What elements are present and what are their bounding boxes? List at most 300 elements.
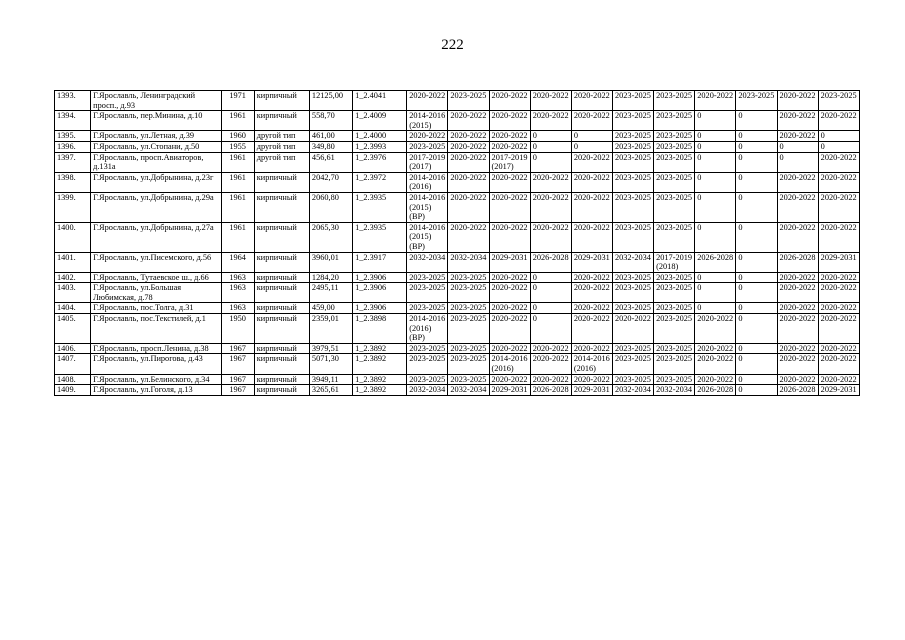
table-row — [55, 172, 860, 192]
repair-period-cell: 2020-2022 — [571, 172, 612, 192]
wall-material-cell: кирпичный — [254, 252, 309, 272]
table-row — [55, 272, 860, 283]
repair-period-cell: 2017-2019 (2017) — [407, 152, 448, 172]
repair-period-cell: 2020-2022 — [695, 354, 736, 374]
repair-period-cell: 2020-2022 — [530, 354, 571, 374]
repair-period-cell: 2020-2022 — [777, 272, 818, 283]
row-number-cell: 1397. — [55, 152, 91, 172]
code-cell: 1_2.4000 — [353, 131, 407, 142]
repair-period-cell: 2020-2022 — [489, 303, 530, 314]
area-cell: 12125,00 — [309, 91, 352, 111]
repair-period-cell: 0 — [530, 272, 571, 283]
address-cell: Г.Ярославль, ул.Пирогова, д.43 — [91, 354, 221, 374]
wall-material-cell: кирпичный — [254, 314, 309, 344]
wall-material-cell: кирпичный — [254, 111, 309, 131]
repair-period-cell: 2014-2016 (2015) (ВР) — [407, 222, 448, 252]
area-cell: 2065,30 — [309, 222, 352, 252]
repair-period-cell: 0 — [736, 303, 777, 314]
table-body — [55, 91, 860, 396]
repair-period-cell: 2023-2025 — [654, 111, 695, 131]
row-number-cell: 1394. — [55, 111, 91, 131]
repair-period-cell: 2023-2025 — [407, 303, 448, 314]
row-number-cell: 1393. — [55, 91, 91, 111]
year-cell: 1961 — [221, 152, 254, 172]
repair-period-cell: 2023-2025 — [612, 374, 653, 385]
area-cell: 461,00 — [309, 131, 352, 142]
area-cell: 2495,11 — [309, 283, 352, 303]
repair-period-cell: 2026-2028 — [530, 252, 571, 272]
area-cell: 2359,01 — [309, 314, 352, 344]
repair-period-cell: 2026-2028 — [777, 385, 818, 396]
repair-period-cell: 2023-2025 — [654, 131, 695, 142]
area-cell: 2060,80 — [309, 192, 352, 222]
repair-period-cell: 0 — [736, 131, 777, 142]
area-cell: 3265,61 — [309, 385, 352, 396]
wall-material-cell: кирпичный — [254, 283, 309, 303]
repair-period-cell: 2020-2022 — [448, 222, 489, 252]
row-number-cell: 1407. — [55, 354, 91, 374]
repair-period-cell: 2023-2025 — [654, 152, 695, 172]
address-cell: Г.Ярославль, ул.Гоголя, д.13 — [91, 385, 221, 396]
repair-period-cell: 2017-2019 (2018) — [654, 252, 695, 272]
repair-period-cell: 2020-2022 — [571, 374, 612, 385]
table-row — [55, 141, 860, 152]
code-cell: 1_2.3935 — [353, 222, 407, 252]
repair-period-cell: 2023-2025 — [407, 283, 448, 303]
repair-period-cell: 2020-2022 — [777, 172, 818, 192]
repair-period-cell: 2020-2022 — [777, 374, 818, 385]
repair-period-cell: 0 — [736, 141, 777, 152]
repair-period-cell: 2020-2022 — [489, 283, 530, 303]
repair-period-cell: 2020-2022 — [777, 131, 818, 142]
repair-period-cell: 0 — [695, 222, 736, 252]
repair-period-cell: 2023-2025 — [654, 314, 695, 344]
address-cell: Г.Ярославль, ул.Большая Любимская, д.78 — [91, 283, 221, 303]
repair-period-cell: 2020-2022 — [695, 314, 736, 344]
repair-period-cell: 2020-2022 — [571, 152, 612, 172]
year-cell: 1950 — [221, 314, 254, 344]
year-cell: 1971 — [221, 91, 254, 111]
area-cell: 349,80 — [309, 141, 352, 152]
repair-period-cell: 0 — [530, 283, 571, 303]
repair-period-cell: 2020-2022 — [571, 192, 612, 222]
repair-period-cell: 2026-2028 — [777, 252, 818, 272]
repair-period-cell: 2014-2016 (2016) — [489, 354, 530, 374]
table-row — [55, 343, 860, 354]
address-cell: Г.Ярославль, просп.Ленина, д.38 — [91, 343, 221, 354]
address-cell: Г.Ярославль, просп.Авиаторов, д.131а — [91, 152, 221, 172]
code-cell: 1_2.3917 — [353, 252, 407, 272]
repair-period-cell: 2023-2025 — [654, 354, 695, 374]
repair-period-cell: 2023-2025 — [654, 374, 695, 385]
repair-period-cell: 2020-2022 — [448, 192, 489, 222]
address-cell: Г.Ярославль, ул.Добрынина, д.27а — [91, 222, 221, 252]
repair-period-cell: 0 — [736, 192, 777, 222]
repair-period-cell: 0 — [530, 131, 571, 142]
repair-period-cell: 2020-2022 — [407, 91, 448, 111]
repair-period-cell: 2020-2022 — [489, 222, 530, 252]
repair-period-cell: 0 — [736, 314, 777, 344]
row-number-cell: 1408. — [55, 374, 91, 385]
repair-period-cell: 2023-2025 — [612, 192, 653, 222]
repair-period-cell: 2020-2022 — [695, 374, 736, 385]
repair-period-cell: 2014-2016 (2015) (ВР) — [407, 192, 448, 222]
wall-material-cell: кирпичный — [254, 91, 309, 111]
wall-material-cell: кирпичный — [254, 172, 309, 192]
repair-period-cell: 2020-2022 — [407, 131, 448, 142]
year-cell: 1967 — [221, 354, 254, 374]
repair-period-cell: 2020-2022 — [489, 131, 530, 142]
repair-period-cell: 2020-2022 — [489, 374, 530, 385]
wall-material-cell: другой тип — [254, 141, 309, 152]
repair-period-cell: 2023-2025 — [448, 374, 489, 385]
repair-period-cell: 2029-2031 — [571, 385, 612, 396]
repair-period-cell: 2020-2022 — [818, 314, 859, 344]
repair-period-cell: 2020-2022 — [448, 172, 489, 192]
address-cell: Г.Ярославль, ул.Писемского, д.56 — [91, 252, 221, 272]
repair-period-cell: 2020-2022 — [818, 222, 859, 252]
repair-period-cell: 2020-2022 — [818, 354, 859, 374]
row-number-cell: 1398. — [55, 172, 91, 192]
repair-period-cell: 2023-2025 — [612, 111, 653, 131]
year-cell: 1955 — [221, 141, 254, 152]
repair-period-cell: 0 — [777, 152, 818, 172]
table-row — [55, 283, 860, 303]
repair-period-cell: 0 — [695, 172, 736, 192]
repair-period-cell: 2020-2022 — [530, 111, 571, 131]
table-row — [55, 374, 860, 385]
area-cell: 558,70 — [309, 111, 352, 131]
repair-period-cell: 2020-2022 — [489, 343, 530, 354]
repair-period-cell: 0 — [736, 172, 777, 192]
row-number-cell: 1403. — [55, 283, 91, 303]
repair-period-cell: 2023-2025 — [448, 91, 489, 111]
repair-period-cell: 2014-2016 (2015) — [407, 111, 448, 131]
repair-period-cell: 0 — [736, 374, 777, 385]
repair-period-cell: 2020-2022 — [818, 272, 859, 283]
repair-period-cell: 2020-2022 — [612, 314, 653, 344]
repair-period-cell: 2020-2022 — [695, 343, 736, 354]
year-cell: 1963 — [221, 283, 254, 303]
repair-period-cell: 0 — [530, 152, 571, 172]
table-row — [55, 111, 860, 131]
table-row — [55, 222, 860, 252]
repair-period-cell: 2023-2025 — [612, 152, 653, 172]
address-cell: Г.Ярославль, пос.Текстилей, д.1 — [91, 314, 221, 344]
repair-period-cell: 2026-2028 — [695, 385, 736, 396]
repair-period-cell: 2020-2022 — [489, 141, 530, 152]
repair-period-cell: 2029-2031 — [489, 252, 530, 272]
area-cell: 459,00 — [309, 303, 352, 314]
repair-period-cell: 0 — [695, 192, 736, 222]
repair-period-cell: 2017-2019 (2017) — [489, 152, 530, 172]
repair-period-cell: 2020-2022 — [571, 222, 612, 252]
repair-period-cell: 2029-2031 — [571, 252, 612, 272]
repair-period-cell: 2020-2022 — [818, 172, 859, 192]
repair-period-cell: 2020-2022 — [448, 111, 489, 131]
repair-period-cell: 2032-2034 — [612, 252, 653, 272]
code-cell: 1_2.3906 — [353, 283, 407, 303]
year-cell: 1964 — [221, 252, 254, 272]
repair-period-cell: 2023-2025 — [448, 354, 489, 374]
repair-period-cell: 2020-2022 — [571, 111, 612, 131]
repair-period-cell: 2023-2025 — [612, 222, 653, 252]
repair-period-cell: 2020-2022 — [530, 222, 571, 252]
repair-period-cell: 2020-2022 — [489, 272, 530, 283]
area-cell: 3979,51 — [309, 343, 352, 354]
repair-period-cell: 2023-2025 — [612, 272, 653, 283]
table-row — [55, 252, 860, 272]
repair-period-cell: 0 — [777, 141, 818, 152]
wall-material-cell: кирпичный — [254, 272, 309, 283]
repair-period-cell: 2023-2025 — [612, 283, 653, 303]
repair-period-cell: 2020-2022 — [489, 314, 530, 344]
repair-period-cell: 2023-2025 — [612, 91, 653, 111]
row-number-cell: 1401. — [55, 252, 91, 272]
repair-period-cell: 2020-2022 — [571, 303, 612, 314]
repair-period-cell: 2014-2016 (2016) (ВР) — [407, 314, 448, 344]
repair-period-cell: 0 — [736, 385, 777, 396]
repair-period-cell: 2032-2034 — [407, 385, 448, 396]
address-cell: Г.Ярославль, ул.Стопани, д.50 — [91, 141, 221, 152]
repair-period-cell: 0 — [736, 222, 777, 252]
year-cell: 1961 — [221, 192, 254, 222]
repair-period-cell: 2023-2025 — [612, 141, 653, 152]
year-cell: 1967 — [221, 385, 254, 396]
repair-period-cell: 2023-2025 — [448, 272, 489, 283]
table-row — [55, 91, 860, 111]
address-cell: Г.Ярославль, ул.Добрынина, д.23г — [91, 172, 221, 192]
repair-period-cell: 2020-2022 — [530, 343, 571, 354]
repair-period-cell: 2020-2022 — [777, 354, 818, 374]
wall-material-cell: кирпичный — [254, 303, 309, 314]
wall-material-cell: кирпичный — [254, 222, 309, 252]
repair-period-cell: 2020-2022 — [530, 172, 571, 192]
year-cell: 1961 — [221, 172, 254, 192]
repair-period-cell: 2023-2025 — [612, 343, 653, 354]
code-cell: 1_2.3935 — [353, 192, 407, 222]
repair-period-cell: 2020-2022 — [818, 192, 859, 222]
address-cell: Г.Ярославль, ул.Белинского, д.34 — [91, 374, 221, 385]
page-number: 222 — [441, 37, 464, 53]
code-cell: 1_2.3972 — [353, 172, 407, 192]
row-number-cell: 1406. — [55, 343, 91, 354]
table-row — [55, 385, 860, 396]
table-row — [55, 152, 860, 172]
repair-period-cell: 0 — [695, 141, 736, 152]
table-row — [55, 303, 860, 314]
repair-period-cell: 2020-2022 — [777, 111, 818, 131]
repair-period-cell: 2020-2022 — [448, 131, 489, 142]
repair-period-cell: 2020-2022 — [571, 343, 612, 354]
repair-period-cell: 2023-2025 — [612, 172, 653, 192]
code-cell: 1_2.4041 — [353, 91, 407, 111]
repair-period-cell: 2032-2034 — [448, 385, 489, 396]
repair-period-cell: 2023-2025 — [654, 192, 695, 222]
code-cell: 1_2.3892 — [353, 374, 407, 385]
repair-period-cell: 2020-2022 — [489, 91, 530, 111]
repair-period-cell: 2020-2022 — [777, 91, 818, 111]
repair-period-cell: 2032-2034 — [654, 385, 695, 396]
year-cell: 1963 — [221, 272, 254, 283]
repair-period-cell: 2023-2025 — [818, 91, 859, 111]
repair-period-cell: 0 — [571, 131, 612, 142]
repair-period-cell: 2020-2022 — [571, 272, 612, 283]
repair-period-cell: 0 — [818, 131, 859, 142]
repair-period-cell: 0 — [736, 152, 777, 172]
wall-material-cell: кирпичный — [254, 343, 309, 354]
row-number-cell: 1400. — [55, 222, 91, 252]
repair-period-cell: 2029-2031 — [818, 252, 859, 272]
repair-period-cell: 2020-2022 — [530, 192, 571, 222]
repair-period-cell: 0 — [736, 272, 777, 283]
area-cell: 2042,70 — [309, 172, 352, 192]
repair-period-cell: 2023-2025 — [654, 222, 695, 252]
repair-period-cell: 2023-2025 — [448, 303, 489, 314]
repair-period-cell: 2023-2025 — [612, 354, 653, 374]
repair-period-cell: 2020-2022 — [818, 343, 859, 354]
repair-period-cell: 2020-2022 — [571, 283, 612, 303]
repair-period-cell: 2023-2025 — [654, 303, 695, 314]
repair-period-cell: 2020-2022 — [818, 283, 859, 303]
repair-period-cell: 2023-2025 — [407, 343, 448, 354]
repair-period-cell: 0 — [736, 283, 777, 303]
repair-period-cell: 2020-2022 — [489, 192, 530, 222]
area-cell: 456,61 — [309, 152, 352, 172]
repair-period-cell: 2020-2022 — [530, 374, 571, 385]
housing-repair-schedule-table — [54, 90, 860, 396]
repair-period-cell: 2023-2025 — [448, 343, 489, 354]
repair-period-cell: 0 — [736, 111, 777, 131]
repair-period-cell: 2020-2022 — [818, 152, 859, 172]
repair-period-cell: 0 — [695, 131, 736, 142]
repair-period-cell: 0 — [695, 152, 736, 172]
repair-period-cell: 2020-2022 — [777, 192, 818, 222]
row-number-cell: 1399. — [55, 192, 91, 222]
repair-period-cell: 0 — [736, 252, 777, 272]
repair-period-cell: 2032-2034 — [448, 252, 489, 272]
address-cell: Г.Ярославль, Ленинградский просп., д.93 — [91, 91, 221, 111]
wall-material-cell: кирпичный — [254, 385, 309, 396]
repair-period-cell: 0 — [818, 141, 859, 152]
repair-period-cell: 2020-2022 — [818, 111, 859, 131]
repair-period-cell: 2023-2025 — [407, 374, 448, 385]
repair-period-cell: 2026-2028 — [530, 385, 571, 396]
address-cell: Г.Ярославль, Тутаевское ш., д.66 — [91, 272, 221, 283]
repair-period-cell: 2020-2022 — [818, 303, 859, 314]
repair-period-cell: 2023-2025 — [407, 272, 448, 283]
repair-period-cell: 2020-2022 — [777, 314, 818, 344]
repair-period-cell: 2020-2022 — [448, 152, 489, 172]
repair-period-cell: 2020-2022 — [695, 91, 736, 111]
wall-material-cell: кирпичный — [254, 354, 309, 374]
code-cell: 1_2.3898 — [353, 314, 407, 344]
area-cell: 1284,20 — [309, 272, 352, 283]
area-cell: 5071,30 — [309, 354, 352, 374]
area-cell: 3949,11 — [309, 374, 352, 385]
repair-period-cell: 2014-2016 (2016) — [407, 172, 448, 192]
year-cell: 1967 — [221, 374, 254, 385]
row-number-cell: 1402. — [55, 272, 91, 283]
repair-period-cell: 0 — [530, 303, 571, 314]
repair-period-cell: 2023-2025 — [407, 354, 448, 374]
row-number-cell: 1409. — [55, 385, 91, 396]
repair-period-cell: 2023-2025 — [448, 283, 489, 303]
table-row — [55, 354, 860, 374]
repair-period-cell: 2020-2022 — [777, 283, 818, 303]
repair-period-cell: 0 — [736, 354, 777, 374]
repair-period-cell: 2020-2022 — [571, 314, 612, 344]
repair-period-cell: 2023-2025 — [407, 141, 448, 152]
repair-period-cell: 2023-2025 — [654, 172, 695, 192]
wall-material-cell: другой тип — [254, 152, 309, 172]
wall-material-cell: кирпичный — [254, 374, 309, 385]
repair-period-cell: 2032-2034 — [612, 385, 653, 396]
repair-period-cell: 2023-2025 — [654, 141, 695, 152]
repair-period-cell: 2029-2031 — [818, 385, 859, 396]
repair-period-cell: 2014-2016 (2016) — [571, 354, 612, 374]
repair-period-cell: 2020-2022 — [571, 91, 612, 111]
repair-period-cell: 0 — [571, 141, 612, 152]
repair-period-cell: 2023-2025 — [612, 131, 653, 142]
year-cell: 1967 — [221, 343, 254, 354]
address-cell: Г.Ярославль, ул.Добрынина, д.29а — [91, 192, 221, 222]
repair-period-cell: 0 — [736, 343, 777, 354]
repair-period-cell: 2020-2022 — [818, 374, 859, 385]
code-cell: 1_2.4009 — [353, 111, 407, 131]
repair-period-cell: 2020-2022 — [489, 111, 530, 131]
repair-period-cell: 2032-2034 — [407, 252, 448, 272]
repair-period-cell: 2023-2025 — [654, 272, 695, 283]
code-cell: 1_2.3892 — [353, 354, 407, 374]
wall-material-cell: другой тип — [254, 131, 309, 142]
code-cell: 1_2.3993 — [353, 141, 407, 152]
repair-period-cell: 2023-2025 — [736, 91, 777, 111]
table-row — [55, 192, 860, 222]
year-cell: 1961 — [221, 111, 254, 131]
wall-material-cell: кирпичный — [254, 192, 309, 222]
row-number-cell: 1404. — [55, 303, 91, 314]
repair-period-cell: 2020-2022 — [448, 141, 489, 152]
repair-period-cell: 2020-2022 — [777, 343, 818, 354]
repair-period-cell: 2023-2025 — [654, 343, 695, 354]
year-cell: 1963 — [221, 303, 254, 314]
area-cell: 3960,01 — [309, 252, 352, 272]
repair-period-cell: 0 — [695, 303, 736, 314]
repair-period-cell: 2026-2028 — [695, 252, 736, 272]
repair-period-cell: 2020-2022 — [489, 172, 530, 192]
repair-period-cell: 0 — [695, 111, 736, 131]
repair-period-cell: 0 — [530, 141, 571, 152]
repair-period-cell: 2023-2025 — [612, 303, 653, 314]
repair-period-cell: 0 — [530, 314, 571, 344]
repair-period-cell: 2023-2025 — [654, 283, 695, 303]
row-number-cell: 1395. — [55, 131, 91, 142]
repair-period-cell: 2020-2022 — [777, 222, 818, 252]
repair-period-cell: 2020-2022 — [777, 303, 818, 314]
code-cell: 1_2.3892 — [353, 385, 407, 396]
year-cell: 1961 — [221, 222, 254, 252]
repair-period-cell: 0 — [695, 283, 736, 303]
code-cell: 1_2.3906 — [353, 303, 407, 314]
address-cell: Г.Ярославль, пос.Толга, д.31 — [91, 303, 221, 314]
table-row — [55, 131, 860, 142]
repair-period-cell: 2023-2025 — [448, 314, 489, 344]
repair-period-cell: 2020-2022 — [530, 91, 571, 111]
address-cell: Г.Ярославль, ул.Летная, д.39 — [91, 131, 221, 142]
year-cell: 1960 — [221, 131, 254, 142]
code-cell: 1_2.3906 — [353, 272, 407, 283]
